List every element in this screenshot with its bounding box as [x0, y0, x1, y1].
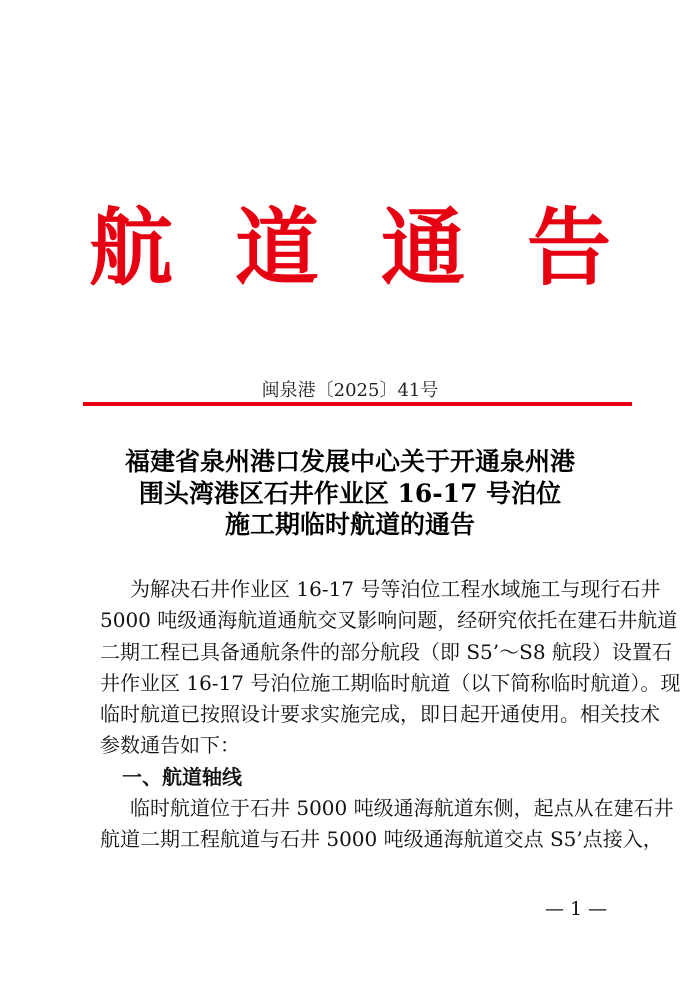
title-line: 围头湾港区石井作业区 16-17 号泊位 [138, 478, 562, 508]
body-line: 临时航道已按照设计要求实施完成，即日起开通使用。相关技术 [100, 702, 660, 727]
header-char: 航 [88, 199, 173, 297]
document-number: 闽泉港〔2025〕41号 [261, 380, 439, 401]
body-line: 二期工程已具备通航条件的部分航段（即 S5’～S8 航段）设置石 [100, 639, 672, 664]
title-line: 福建省泉州港口发展中心关于开通泉州港 [124, 447, 575, 476]
body-line: 参数通告如下： [100, 733, 240, 758]
body-line: 井作业区 16-17 号泊位施工期临时航道（以下简称临时航道）。现 [100, 670, 681, 695]
body-line: 临时航道位于石井 5000 吨级通海航道东侧，起点从在建石井 [130, 796, 674, 821]
body-line: 航道二期工程航道与石井 5000 吨级通海航道交点 S5’点接入， [100, 827, 663, 852]
section-heading: 一、航道轴线 [122, 764, 242, 789]
title-line: 施工期临时航道的通告 [224, 510, 475, 539]
page-number: — 1 — [545, 898, 608, 920]
document-title [0, 446, 700, 541]
header-char: 道 [234, 199, 319, 297]
document-header-title [0, 198, 700, 298]
body-line: 为解决石井作业区 16-17 号等泊位工程水域施工与现行石井 [130, 577, 661, 601]
document-body [100, 574, 681, 856]
header-char: 告 [527, 199, 612, 297]
red-divider [83, 402, 632, 406]
body-line: 5000 吨级通海航道通航交叉影响问题，经研究依托在建石井航道 [100, 608, 678, 633]
header-char: 通 [381, 199, 466, 297]
